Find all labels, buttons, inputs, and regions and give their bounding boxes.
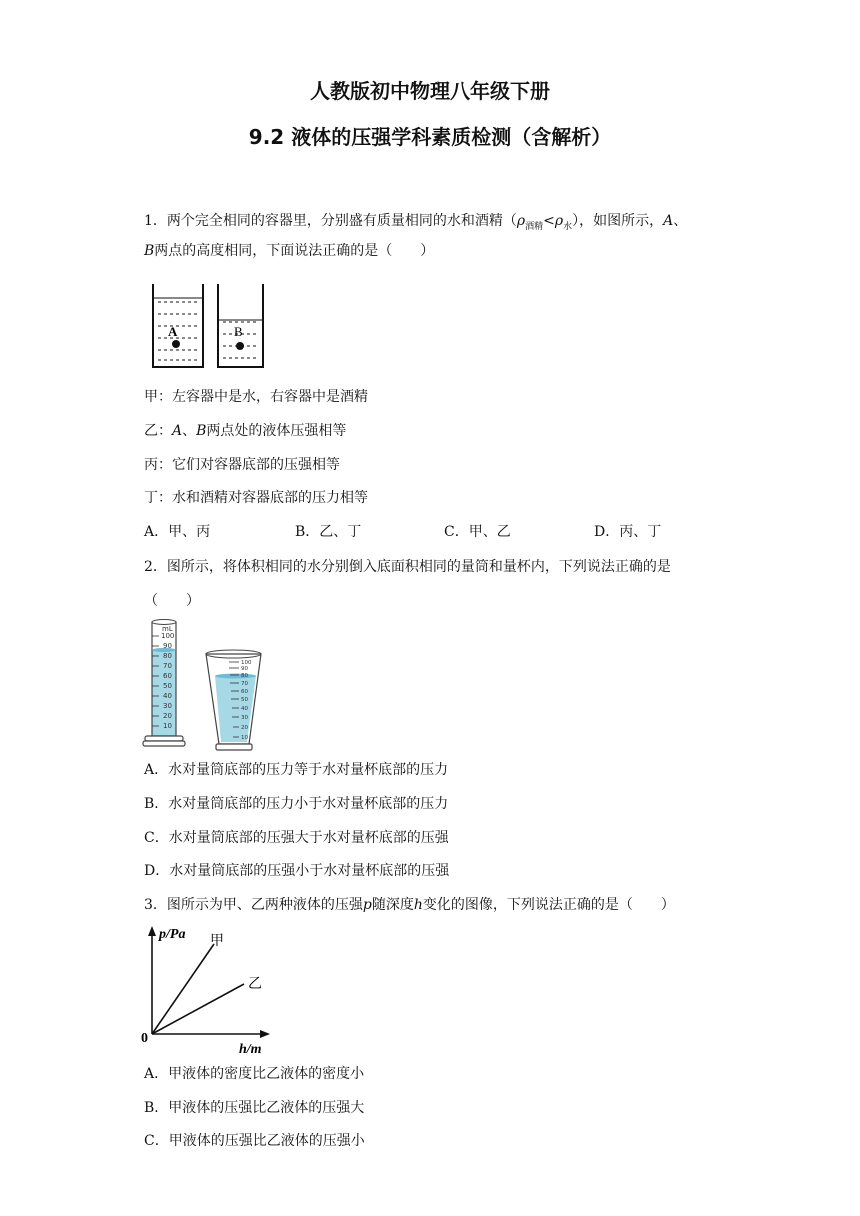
line-yi-label: 乙 — [248, 976, 262, 992]
svg-text:mL: mL — [162, 625, 173, 633]
q2-stem-line2: （ ） — [144, 593, 200, 609]
document-title: 人教版初中物理八年级下册 — [310, 79, 550, 103]
svg-text:70: 70 — [241, 681, 248, 687]
svg-text:90: 90 — [163, 642, 172, 650]
q1-statement-3: 丙：它们对容器底部的压强相等 — [144, 457, 340, 473]
q1-stem-line2: B两点的高度相同，下面说法正确的是（ ） — [144, 243, 435, 259]
svg-text:80: 80 — [163, 652, 172, 660]
svg-text:30: 30 — [241, 715, 248, 721]
svg-text:40: 40 — [163, 692, 172, 700]
q1-option-b[interactable]: B．乙、丁 — [295, 524, 362, 540]
svg-text:90: 90 — [241, 666, 248, 672]
q1-label-a: A — [168, 324, 178, 339]
q2-option-a[interactable]: A．水对量筒底部的压力等于水对量杯底部的压力 — [144, 762, 449, 778]
q2-stem-line1: 2．图所示，将体积相同的水分别倒入底面积相同的量筒和量杯内，下列说法正确的是 — [144, 559, 671, 575]
q1-label-b: B — [234, 324, 243, 339]
q2-measuring-cup-figure — [203, 648, 265, 752]
q1-option-c[interactable]: C．甲、乙 — [444, 524, 511, 540]
svg-text:10: 10 — [163, 722, 172, 730]
q1-statement-2: 乙：A、B两点处的液体压强相等 — [144, 423, 347, 439]
svg-text:10: 10 — [241, 735, 248, 741]
q1-statement-4: 丁：水和酒精对容器底部的压力相等 — [144, 490, 368, 506]
origin-label: 0 — [141, 1031, 148, 1046]
document-subtitle: 9.2 液体的压强学科素质检测（含解析） — [248, 125, 612, 149]
svg-text:40: 40 — [241, 706, 248, 712]
q2-cylinder-figure — [143, 618, 193, 750]
x-axis-label: h/m — [239, 1042, 262, 1057]
q2-option-d[interactable]: D．水对量筒底部的压强小于水对量杯底部的压强 — [144, 863, 450, 879]
q3-option-a[interactable]: A．甲液体的密度比乙液体的密度小 — [144, 1066, 365, 1082]
q1-option-a[interactable]: A．甲、丙 — [144, 524, 211, 540]
q3-pressure-depth-graph — [140, 922, 280, 1058]
q1-stem-line1: 1．两个完全相同的容器里，分别盛有质量相同的水和酒精$(\rho_{酒精}<\rho_水)$，如图所示，A、 — [144, 213, 688, 232]
q3-stem: 3．图所示为甲、乙两种液体的压强p随深度h变化的图像，下列说法正确的是（ ） — [144, 897, 675, 913]
point-b — [236, 342, 244, 350]
svg-text:70: 70 — [163, 662, 172, 670]
q1-option-d[interactable]: D．丙、丁 — [594, 524, 662, 540]
y-axis-label: p/Pa — [159, 927, 186, 942]
svg-text:30: 30 — [163, 702, 172, 710]
svg-text:20: 20 — [241, 725, 248, 731]
q1-statement-1: 甲：左容器中是水，右容器中是酒精 — [144, 389, 368, 405]
svg-text:60: 60 — [241, 689, 248, 695]
q3-option-c[interactable]: C．甲液体的压强比乙液体的压强小 — [144, 1133, 365, 1149]
q3-option-b[interactable]: B．甲液体的压强比乙液体的压强大 — [144, 1100, 365, 1116]
svg-text:80: 80 — [241, 673, 248, 679]
svg-text:50: 50 — [163, 682, 172, 690]
q2-option-b[interactable]: B．水对量筒底部的压力小于水对量杯底部的压力 — [144, 796, 449, 812]
svg-text:60: 60 — [163, 672, 172, 680]
svg-text:100: 100 — [161, 632, 175, 640]
point-a — [172, 340, 180, 348]
line-jia-label: 甲 — [210, 933, 224, 949]
q2-option-c[interactable]: C．水对量筒底部的压强大于水对量杯底部的压强 — [144, 830, 449, 846]
svg-text:100: 100 — [241, 660, 252, 666]
svg-text:20: 20 — [163, 712, 172, 720]
svg-text:50: 50 — [241, 697, 248, 703]
q1-containers-figure — [148, 282, 268, 372]
